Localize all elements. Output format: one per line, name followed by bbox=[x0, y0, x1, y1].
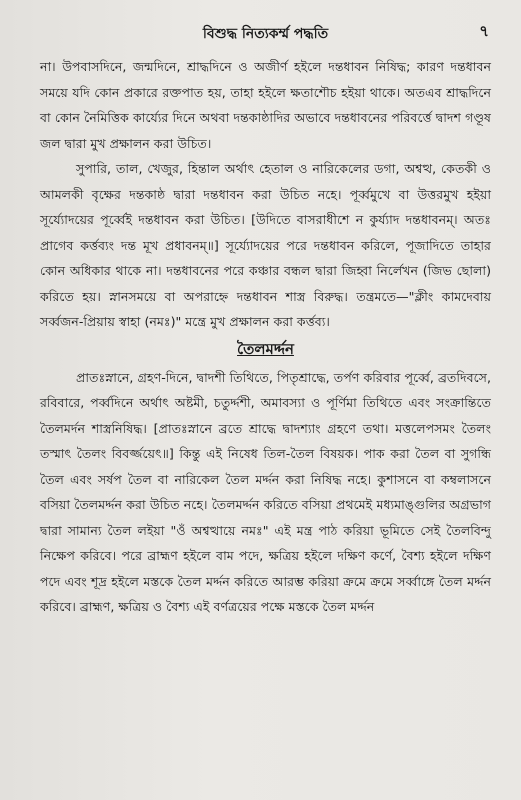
running-header bbox=[40, 18, 491, 48]
paragraph-oil-massage-rules: প্রাতঃস্নানে, গ্রহণ-দিনে, দ্বাদশী তিথিতে, পিতৃশ্রাদ্ধে, তর্পণ করিবার পূর্ব্বে, ব্রতদিবসে, রবিবারে, পর্ব্বদিনে অর্থাৎ অষ্টমী, চতুর্দ্দশী, অমাবস্যা ও পূর্ণিমা তিথিতে এবং সংক্রান্তিতে তৈলমর্দন শাস্ত্রনিষিদ্ধ। [প্রাতঃস্নানে ব্রতে শ্রাদ্ধে দ্বাদশ্যাং গ্রহণে তথা। মত্তলেপসমং তৈলং তস্মাৎ তৈলং বিবর্জ্জয়েৎ॥] কিন্তু এই নিষেধ তিল-তৈল বিষয়ক। পাক করা তৈল বা সুগন্ধি তৈল এবং সর্ষপ তৈল বা নারিকেল তৈল মর্দ্দন করা নিষিদ্ধ নহে। কুশাসনে বা কম্বলাসনে বসিয়া তৈলমর্দ্দন করা উচিত নহে। তৈলমর্দ্দন করিতে বসিয়া প্রথমেই মধ্যমাঙ্গুলির অগ্রভাগ দ্বারা সামান্য তৈল লইয়া "ওঁ অশ্বত্থায়ে নমঃ" এই মন্ত্র পাঠ করিয়া ভূমিতে সেই তৈলবিন্দু নিক্ষেপ করিবে। পরে ব্রাহ্মণ হইলে বাম পদে, ক্ষত্রিয় হইলে দক্ষিণ কর্ণে, বৈশ্য হইলে দক্ষিণ পদে এবং শূদ্র হইলে মস্তকে তৈল মর্দ্দন করিতে আরম্ভ করিয়া ক্রমে ক্রমে সর্ব্বাঙ্গে তৈল মর্দ্দন করিবে। ব্রাহ্মণ, ক্ষত্রিয় ও বৈশ্য এই বর্ণত্রয়ের পক্ষে মস্তকে তৈল মর্দ্দন bbox=[40, 369, 491, 614]
page-body bbox=[40, 54, 491, 620]
running-title: বিশুদ্ধ নিত্যকর্ম্ম পদ্ধতি bbox=[202, 26, 329, 42]
page-number: ৭ bbox=[479, 22, 489, 40]
section-heading-oil-massage: তৈলমর্দ্দন bbox=[237, 339, 294, 358]
paragraph-tooth-stick-rules: সুপারি, তাল, খেজুর, হিন্তাল অর্থাৎ হেতাল ও নারিকেলের ডগা, অশ্বত্থ, কেতকী ও আমলকী বৃক্ষের দন্তকাষ্ঠ দ্বারা দন্তধাবন করা উচিত নহে। পূর্ব্বমুখে বা উত্তরমুখ হইয়া সূর্য্যোদয়ের পূর্ব্বেই দন্তধাবন করা উচিত। [উদিতে বাসরাধীশে ন কুর্য্যাদ দন্তধাবনম্। অতঃ প্রাগেব কর্ত্তব্যং দন্ত মূখ প্রধাবনম্॥] সূর্য্যোদয়ের পরে দন্তধাবন করিলে, পূজাদিতে তাহার কোন অধিকার থাকে না। দন্তধাবনের পরে কঞ্চার বন্ধল দ্বারা জিহ্বা নির্লেখন (জিভ ছোলা) করিতে হয়। স্নানসময়ে বা অপরাহ্নে দন্তধাবন শাস্ত্র বিরুদ্ধ। তন্ত্রমতে—"ক্লীং কামদেবায় সর্ব্বজন-প্রিয়ায় স্বাহা (নমঃ)" মন্ত্রে মুখ প্রক্ষালন করা কর্ত্তব্য। bbox=[40, 161, 491, 329]
paragraph-teeth-cleaning-restrictions: না। উপবাসদিনে, জন্মদিনে, শ্রাদ্ধদিনে ও অজীর্ণ হইলে দন্তধাবন নিষিদ্ধ; কারণ দন্তধাবন সময়ে যদি কোন প্রকারে রক্তপাত হয়, তাহা হইলে ক্ষতাশৌচ হইয়া থাকে। অতএব শ্রাদ্ধদিনে বা কোন নৈমিত্তিক কার্য্যের দিনে অথবা দন্তকাষ্ঠাদির অভাবে দন্তধাবনের পরিবর্ত্তে দ্বাদশ গণ্ডূষ জল দ্বারা মুখ প্রক্ষালন করা উচিত। bbox=[40, 59, 491, 151]
